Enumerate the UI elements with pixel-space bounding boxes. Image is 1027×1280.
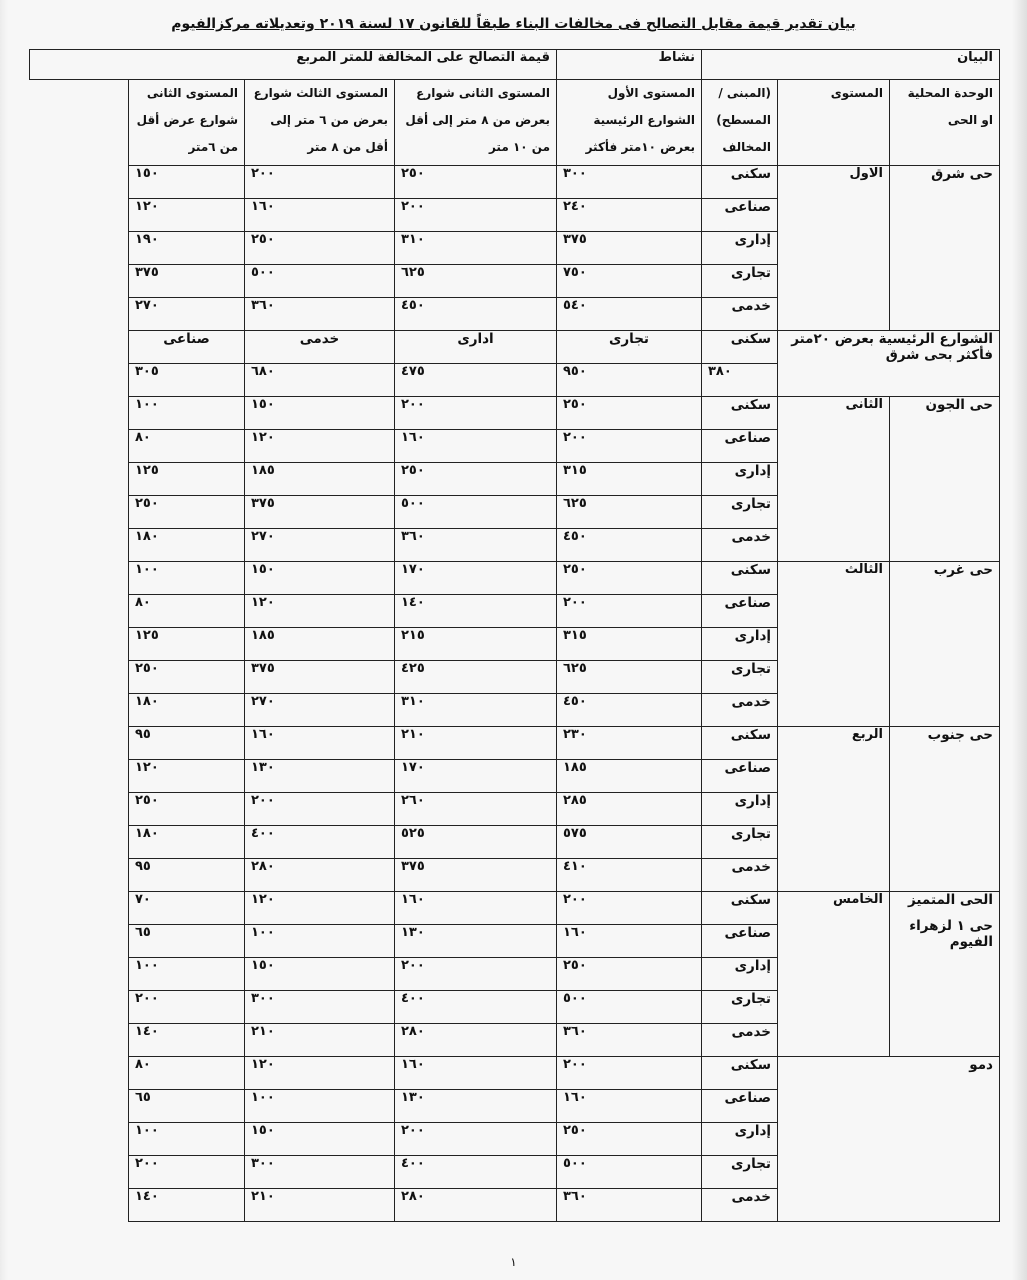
value-cell-level3: ٢٨٠: [245, 859, 395, 892]
activity-cell: خدمى: [702, 529, 778, 562]
activity-cell: تجارى: [702, 1156, 778, 1189]
value-cell-level4: ١٤٠: [129, 1024, 245, 1057]
value-cell-level4: ٣٧٥: [129, 265, 245, 298]
value-cell-level1: ٢٠٠: [557, 430, 702, 463]
value-cell-level2: ٤٠٠: [395, 1156, 557, 1189]
value-cell-level3: ١٦٠: [245, 727, 395, 760]
activity-cell: صناعى: [702, 595, 778, 628]
value-cell-level4: ١٠٠: [129, 958, 245, 991]
value-cell-level1: ٧٥٠: [557, 265, 702, 298]
value-cell-level4: ٨٠: [129, 430, 245, 463]
activity-cell: إدارى: [702, 958, 778, 991]
value-cell-level4: ١٨٠: [129, 826, 245, 859]
level2-column-header: المستوى الثانى شوارع بعرض من ٨ متر إلى أقل من ١٠ متر: [395, 80, 557, 166]
value-cell-level2: ٢١٠: [395, 727, 557, 760]
level-cell: الخامس: [778, 892, 890, 1057]
value-cell-level2: ١٧٠: [395, 760, 557, 793]
activity-description-header: (المبنى / المسطح) المخالف: [702, 80, 778, 166]
value-cell-level4: ١٨٠: [129, 529, 245, 562]
activity-cell: صناعى: [702, 760, 778, 793]
value-cell-level4: ١٠٠: [129, 397, 245, 430]
value-cell-level3: ٣٧٥: [245, 661, 395, 694]
value-cell-level1: ٢٠٠: [557, 1057, 702, 1090]
level-cell: الربع: [778, 727, 890, 892]
value-cell-level4: ٢٥٠: [129, 793, 245, 826]
value-cell-level2: ٤٢٥: [395, 661, 557, 694]
unit-name-cell: [890, 892, 1000, 1057]
value-cell-level1: ١٨٥: [557, 760, 702, 793]
value-cell-level3: ٤٠٠: [245, 826, 395, 859]
main-streets-activity-header: تجارى: [557, 331, 702, 364]
value-cell-level2: ١٣٠: [395, 925, 557, 958]
value-cell-level3: ١٥٠: [245, 958, 395, 991]
value-cell-level1: ٣٦٠: [557, 1189, 702, 1222]
value-cell-level4: ٢٠٠: [129, 991, 245, 1024]
activity-cell: تجارى: [702, 991, 778, 1024]
activity-cell: سكنى: [702, 727, 778, 760]
value-cell-level3: ٢٥٠: [245, 232, 395, 265]
document-title: بيان تقدير قيمة مقابل التصالح فى مخالفات البناء طبقاً للقانون ١٧ لسنة ٢٠١٩ وتعديلاته مركزالفيوم: [171, 16, 856, 32]
activity-cell: سكنى: [702, 397, 778, 430]
value-cell-level1: ٥٠٠: [557, 991, 702, 1024]
value-cell-level3: ٢١٠: [245, 1189, 395, 1222]
value-cell-level3: ١٢٠: [245, 892, 395, 925]
value-cell-level2: ٢٥٠: [395, 166, 557, 199]
main-streets-value: ٦٨٠: [245, 364, 395, 397]
page-number: ١: [510, 1255, 517, 1269]
value-cell-level2: ٢٠٠: [395, 397, 557, 430]
activity-cell: صناعى: [702, 199, 778, 232]
value-cell-level1: ١٦٠: [557, 1090, 702, 1123]
value-cell-level3: ٢٧٠: [245, 694, 395, 727]
value-cell-level3: ٢٠٠: [245, 793, 395, 826]
value-cell-level1: ٢٠٠: [557, 892, 702, 925]
activity-cell: صناعى: [702, 430, 778, 463]
value-cell-level3: ١٨٥: [245, 628, 395, 661]
value-cell-level3: ٥٠٠: [245, 265, 395, 298]
table-row: [30, 562, 1000, 595]
activity-cell: سكنى: [702, 562, 778, 595]
value-cell-level4: ١٢٥: [129, 463, 245, 496]
value-cell-level2: ٢٦٠: [395, 793, 557, 826]
table-row: [30, 166, 1000, 199]
value-cell-level4: ١٢٠: [129, 199, 245, 232]
value-cell-level4: ٢٥٠: [129, 496, 245, 529]
value-cell-level1: ١٦٠: [557, 925, 702, 958]
value-cell-level1: ٦٢٥: [557, 496, 702, 529]
value-cell-level4: ١٤٠: [129, 1189, 245, 1222]
table-row: [30, 1057, 1000, 1090]
value-cell-level4: ٧٠: [129, 892, 245, 925]
activity-cell: إدارى: [702, 463, 778, 496]
level-column-header: المستوى: [778, 80, 890, 166]
activity-cell: إدارى: [702, 628, 778, 661]
table-row: [30, 892, 1000, 925]
activity-cell: خدمى: [702, 1024, 778, 1057]
value-cell-level4: ٢٥٠: [129, 661, 245, 694]
value-cell-level3: ٣٦٠: [245, 298, 395, 331]
activity-cell: تجارى: [702, 826, 778, 859]
level1-column-header: المستوى الأول الشوارع الرئيسية بعرض ١٠متر فأكثر: [557, 80, 702, 166]
value-cell-level3: ٢٠٠: [245, 166, 395, 199]
main-streets-activity-header: صناعى: [129, 331, 245, 364]
value-cell-level1: ٥٤٠: [557, 298, 702, 331]
value-cell-level4: ٨٠: [129, 595, 245, 628]
value-cell-level3: ١٠٠: [245, 925, 395, 958]
unit-name-cell: حى غرب: [890, 562, 1000, 727]
value-cell-level1: ٤١٠: [557, 859, 702, 892]
value-cell-level4: ١٢٠: [129, 760, 245, 793]
activity-cell: سكنى: [702, 1057, 778, 1090]
table-row: [30, 727, 1000, 760]
value-cell-level1: ٦٢٥: [557, 661, 702, 694]
activity-cell: تجارى: [702, 661, 778, 694]
value-cell-level1: ٢٤٠: [557, 199, 702, 232]
value-cell-level1: ٢٣٠: [557, 727, 702, 760]
value-cell-level2: ٥٠٠: [395, 496, 557, 529]
value-cell-level4: ٨٠: [129, 1057, 245, 1090]
value-cell-level2: ١٦٠: [395, 892, 557, 925]
value-cell-level4: ١٠٠: [129, 1123, 245, 1156]
value-cell-level3: ١٠٠: [245, 1090, 395, 1123]
value-cell-level2: ٣٧٥: [395, 859, 557, 892]
value-cell-level4: ١٥٠: [129, 166, 245, 199]
activity-cell: خدمى: [702, 859, 778, 892]
level-cell: الثالث: [778, 562, 890, 727]
value-cell-level4: ٩٥: [129, 859, 245, 892]
activity-cell: صناعى: [702, 1090, 778, 1123]
value-cell-level3: ١٥٠: [245, 1123, 395, 1156]
value-cell-level1: ٤٥٠: [557, 529, 702, 562]
activity-cell: تجارى: [702, 496, 778, 529]
main-streets-label: الشوارع الرئيسية بعرض ٢٠متر فأكثر بحى شرق: [778, 331, 1000, 397]
value-cell-level1: ٢٥٠: [557, 1123, 702, 1156]
value-cell-level1: ٣٧٥: [557, 232, 702, 265]
unit-column-header: الوحدة المحلية او الحى: [890, 80, 1000, 166]
activity-cell: تجارى: [702, 265, 778, 298]
main-streets-activity-header: ادارى: [395, 331, 557, 364]
value-cell-level1: ٣١٥: [557, 628, 702, 661]
value-header: قيمة التصالح على المخالفة للمتر المربع: [30, 50, 557, 80]
value-cell-level1: ٣٦٠: [557, 1024, 702, 1057]
main-streets-header-row: [30, 331, 1000, 364]
value-cell-level3: ١٨٥: [245, 463, 395, 496]
activity-cell: خدمى: [702, 694, 778, 727]
value-cell-level2: ٢١٥: [395, 628, 557, 661]
unit-name-cell: حى جنوب: [890, 727, 1000, 892]
reconciliation-table: [29, 49, 1000, 1222]
table-row: [30, 397, 1000, 430]
level-cell: الثانى: [778, 397, 890, 562]
level4-column-header: المستوى الثانى شوارع عرض أقل من ٦متر: [129, 80, 245, 166]
value-cell-level4: ٢٠٠: [129, 1156, 245, 1189]
value-cell-level4: ٦٥: [129, 925, 245, 958]
value-cell-level1: ٣١٥: [557, 463, 702, 496]
value-cell-level1: ٢٨٥: [557, 793, 702, 826]
value-cell-level3: ١٦٠: [245, 199, 395, 232]
unit-name: الحى المتميز: [907, 892, 993, 908]
main-streets-activity-header: سكنى: [702, 331, 778, 364]
value-cell-level3: ١٢٠: [245, 1057, 395, 1090]
activity-cell: صناعى: [702, 925, 778, 958]
value-cell-level4: ١٠٠: [129, 562, 245, 595]
main-streets-value: ٤٧٥: [395, 364, 557, 397]
level3-column-header: المستوى الثالث شوارع بعرض من ٦ متر إلى أقل من ٨ متر: [245, 80, 395, 166]
value-cell-level3: ٢١٠: [245, 1024, 395, 1057]
bayan-header: البيان: [702, 50, 1000, 80]
value-cell-level4: ١٨٠: [129, 694, 245, 727]
value-cell-level4: ٦٥: [129, 1090, 245, 1123]
value-cell-level2: ٢٨٠: [395, 1189, 557, 1222]
value-cell-level2: ٢٨٠: [395, 1024, 557, 1057]
value-cell-level2: ٦٢٥: [395, 265, 557, 298]
value-cell-level2: ٢٠٠: [395, 958, 557, 991]
value-cell-level3: ١٢٠: [245, 430, 395, 463]
value-cell-level2: ١٧٠: [395, 562, 557, 595]
main-streets-value: ٣٨٠: [702, 364, 778, 397]
value-cell-level1: ٢٠٠: [557, 595, 702, 628]
value-cell-level1: ٢٥٠: [557, 397, 702, 430]
value-cell-level3: ٢٧٠: [245, 529, 395, 562]
unit-name-cell: حى شرق: [890, 166, 1000, 331]
value-cell-level2: ٣١٠: [395, 232, 557, 265]
value-cell-level2: ٢٥٠: [395, 463, 557, 496]
value-cell-level1: ٢٥٠: [557, 562, 702, 595]
value-cell-level3: ٣٠٠: [245, 991, 395, 1024]
value-cell-level2: ٤٥٠: [395, 298, 557, 331]
value-cell-level1: ٤٥٠: [557, 694, 702, 727]
value-cell-level3: ١٣٠: [245, 760, 395, 793]
activity-cell: إدارى: [702, 1123, 778, 1156]
value-cell-level2: ٢٠٠: [395, 1123, 557, 1156]
activity-cell: إدارى: [702, 232, 778, 265]
activity-cell: سكنى: [702, 166, 778, 199]
unit-name-cell: حى الجون: [890, 397, 1000, 562]
activity-cell: سكنى: [702, 892, 778, 925]
value-cell-level3: ١٥٠: [245, 397, 395, 430]
value-cell-level2: ٥٢٥: [395, 826, 557, 859]
value-cell-level2: ٣٦٠: [395, 529, 557, 562]
activity-cell: خدمى: [702, 298, 778, 331]
level-cell: الاول: [778, 166, 890, 331]
unit-name-cell: دمو: [778, 1057, 1000, 1222]
activity-header: نشاط: [557, 50, 702, 80]
value-cell-level2: ١٣٠: [395, 1090, 557, 1123]
unit-subname: حى ١ لزهراء الفيوم: [909, 918, 993, 950]
main-streets-activity-header: خدمى: [245, 331, 395, 364]
value-cell-level2: ٣١٠: [395, 694, 557, 727]
value-cell-level3: ٣٧٥: [245, 496, 395, 529]
value-cell-level3: ١٥٠: [245, 562, 395, 595]
main-streets-value: ٩٥٠: [557, 364, 702, 397]
value-cell-level4: ٢٧٠: [129, 298, 245, 331]
value-cell-level4: ٩٥: [129, 727, 245, 760]
value-cell-level1: ٥٠٠: [557, 1156, 702, 1189]
value-cell-level3: ١٢٠: [245, 595, 395, 628]
value-cell-level1: ٥٧٥: [557, 826, 702, 859]
value-cell-level2: ٢٠٠: [395, 199, 557, 232]
value-cell-level4: ١٩٠: [129, 232, 245, 265]
main-streets-value: ٣٠٥: [129, 364, 245, 397]
value-cell-level1: ٣٠٠: [557, 166, 702, 199]
value-cell-level1: ٢٥٠: [557, 958, 702, 991]
value-cell-level2: ٤٠٠: [395, 991, 557, 1024]
value-cell-level3: ٣٠٠: [245, 1156, 395, 1189]
activity-cell: خدمى: [702, 1189, 778, 1222]
activity-cell: إدارى: [702, 793, 778, 826]
value-cell-level4: ١٢٥: [129, 628, 245, 661]
value-cell-level2: ١٦٠: [395, 430, 557, 463]
value-cell-level2: ١٤٠: [395, 595, 557, 628]
value-cell-level2: ١٦٠: [395, 1057, 557, 1090]
